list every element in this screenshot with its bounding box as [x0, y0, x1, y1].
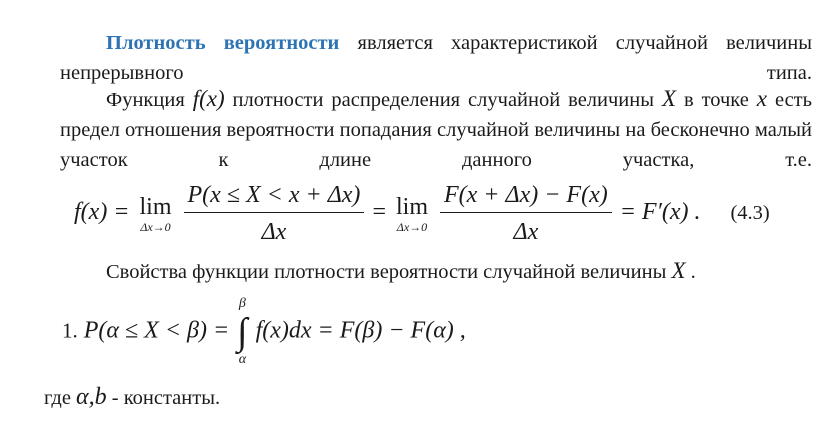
text: где: [44, 387, 77, 409]
math-vars: α,b: [76, 384, 107, 410]
integral-upper-limit: β: [238, 296, 246, 311]
math-x: x: [756, 86, 768, 111]
lim-word: lim: [395, 193, 428, 220]
lim-subscript: Δx→0: [140, 219, 171, 234]
text: Функция: [106, 89, 193, 111]
paragraph-properties: [60, 256, 812, 287]
math-fx: f(x): [192, 86, 225, 111]
text: плотности распределения случайной величины: [224, 89, 662, 111]
property-lhs: P(α ≤ X < β) =: [83, 317, 230, 344]
formula-lhs: f(x) =: [74, 199, 130, 226]
equals-sign: =: [372, 199, 386, 226]
text: - константы.: [106, 387, 221, 409]
equation-number: (4.3): [730, 202, 770, 225]
definition-text: является характеристикой случайной величины непрерывного типа.: [60, 32, 812, 84]
math-X: X: [661, 86, 677, 111]
fraction-numerator: P(x ≤ X < x + Δx): [184, 180, 365, 213]
property-rhs: f(x)dx = F(β) − F(α) ,: [255, 317, 466, 344]
limit-2: [396, 194, 428, 234]
text: .: [685, 261, 696, 283]
term-probability-density: Плотность вероятности: [106, 32, 340, 54]
fraction-numerator: F(x + Δx) − F(x): [440, 180, 612, 213]
list-index: 1.: [62, 318, 78, 343]
property-1: [62, 296, 466, 368]
text: в точке: [676, 89, 757, 111]
limit-1: [140, 194, 172, 234]
integral: [237, 296, 247, 368]
paragraph-function: [60, 84, 812, 175]
lim-word: lim: [139, 193, 172, 220]
text: есть предел отношения вероятности попадания случайной величины на бесконечно малый участок к длине данного участка, т.е.: [60, 89, 812, 171]
formula-4-3: [74, 180, 770, 247]
integral-lower-limit: α: [238, 352, 247, 367]
fraction-1: [184, 180, 365, 247]
text: Свойства функции плотности вероятности случайной величины: [106, 261, 672, 283]
fraction-2: [440, 180, 612, 247]
math-X: X: [671, 258, 686, 283]
lim-subscript: Δx→0: [396, 219, 428, 234]
fraction-denominator: Δx: [513, 219, 539, 245]
formula-rhs: = F′(x) .: [619, 199, 701, 226]
where-clause: [44, 384, 220, 411]
fraction-denominator: Δx: [261, 219, 287, 245]
paragraph-definition: [60, 28, 812, 88]
integral-sign: ∫: [237, 311, 248, 353]
